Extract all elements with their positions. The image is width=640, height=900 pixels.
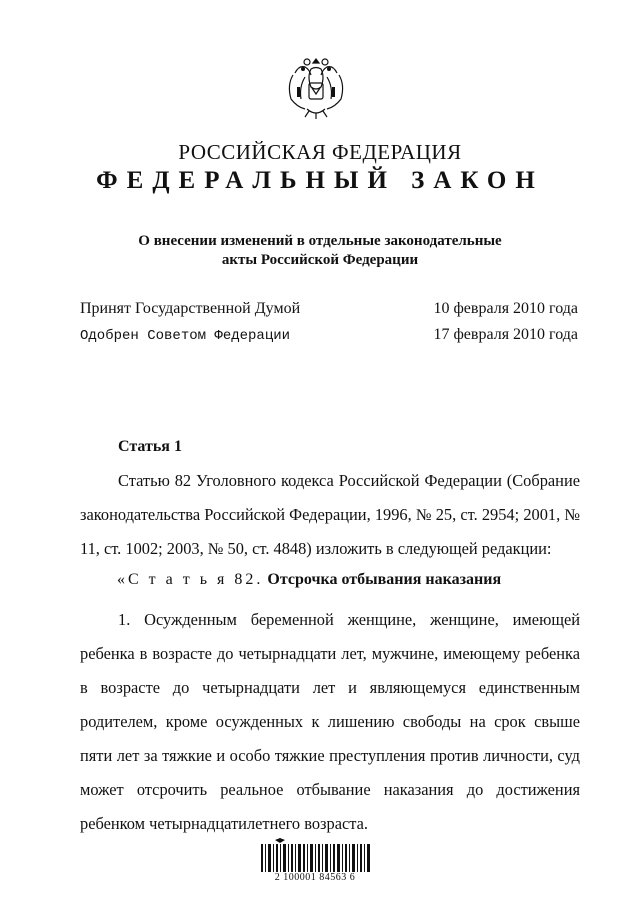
- article-82-paragraph-1: 1. Осужденным беременной женщине, женщине, имеющей ребенка в возрасте до четырнадцати лет, мужчине, имеющему ребенка в возрасте до четырнадцати лет и являющемуся единственным родителем, кроме осужденных к лишению свободы на срок свыше пяти лет за тяжкие и особо тяжкие преступления против личности, суд может отсрочить реальное отбывание наказания до достижения ребенком четырнадцатилетнего возраста.: [80, 610, 580, 833]
- law-subject-line-1: О внесении изменений в отдельные законодательные: [138, 233, 502, 249]
- barcode-number: 2 100001 84563 6: [274, 872, 356, 883]
- council-approval-label: Одобрен Советом Федерации: [80, 328, 291, 344]
- law-subject-line-2: акты Российской Федерации: [221, 252, 419, 268]
- document-type: ФЕДЕРАЛЬНЫЙ ЗАКОН: [96, 167, 544, 194]
- article-82-title: Отсрочка отбывания наказания: [267, 571, 502, 588]
- law-subject: [0, 232, 640, 270]
- coat-of-arms-icon: [283, 53, 349, 123]
- article-1-title: Статья 1: [118, 438, 182, 455]
- duma-adoption-date: 10 февраля 2010 года: [433, 300, 578, 317]
- country-name: РОССИЙСКАЯ ФЕДЕРАЦИЯ: [178, 140, 462, 164]
- article-82-prefix: «С т а т ь я 82.: [117, 571, 264, 588]
- council-approval-date: 17 февраля 2010 года: [433, 326, 578, 343]
- article-1-text: Статью 82 Уголовного кодекса Российской Федерации (Собрание законодательства Российской Федерации, 1996, № 25, ст. 2954; 2001, № 11, ст. 1002; 2003, № 50, ст. 4848) изложить в следующей редакции:: [80, 471, 580, 558]
- duma-adoption-label: Принят Государственной Думой: [80, 300, 301, 317]
- article-82-heading: [117, 571, 501, 589]
